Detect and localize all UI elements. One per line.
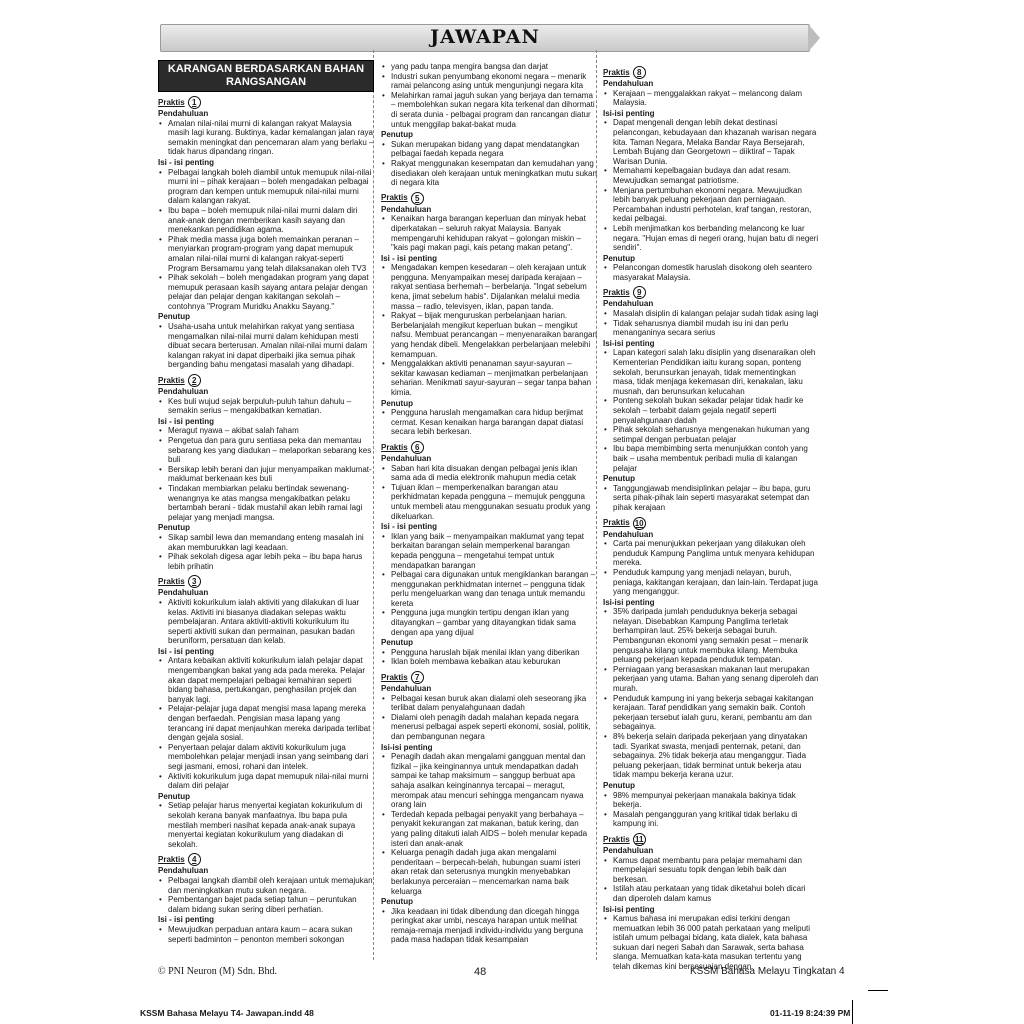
bullet-point: • Terdedah kepada pelbagai penyakit yang berbahaya – penyakit kekurangan zat makanan, batuk kering, dan yang paling ditakuti ialah AIDS – boleh menular kepada isteri dan anak-anak	[381, 810, 597, 848]
section-heading: Penutup	[381, 897, 413, 907]
section-heading: Penutup	[158, 312, 190, 322]
section-heading: Isi - isi penting	[158, 416, 215, 426]
bullet-point: • Sukan merupakan bidang yang dapat mendatangkan pelbagai faedah kepada negara	[381, 140, 597, 159]
praktis-block	[381, 441, 597, 667]
footer-page-number: 48	[474, 966, 487, 978]
bullet-point: • Pelbagai cara digunakan untuk mengiklankan barangan – menggunakan perkhidmatan internet – pengguna tidak perlu mengeluarkan wang dan tenaga untuk memandu kereta	[381, 570, 597, 608]
praktis-label: Praktis	[158, 375, 185, 385]
section-heading: Isi-isi penting	[381, 742, 433, 752]
bullet-point: • Saban hari kita disuakan dengan pelbagai jenis iklan sama ada di media elektronik mahupun media cetak	[381, 464, 597, 483]
bullet-point: • Memahami kepelbagaian budaya dan adat resam. Mewujudkan semangat patriotisme.	[603, 166, 819, 185]
bullet-point: • 8% bekerja selain daripada pekerjaan yang dinyatakan tadi. Syarikat swasta, menjadi penternak, petani, dan sebagainya. 2% tidak bekerja atau menganggur. Tiada peluang pekerjaan, tidak berminat untuk bekerja atau tidak mampu bekerja kerana uzur.	[603, 732, 819, 780]
praktis-number: 8	[633, 66, 646, 79]
bullet-point: • Ibu bapa – boleh memupuk nilai-nilai murni dalam diri anak-anak dengan memberikan kasih sayang dan menekankan pendidikan agama.	[158, 206, 374, 235]
section-heading: Pendahuluan	[603, 529, 654, 539]
praktis-label: Praktis	[158, 97, 185, 107]
bullet-point: • Iklan yang baik – menyampaikan maklumat yang tepat berkaitan barangan selain memperkenal barangan kepada pengguna – mengetahui tempat untuk mendapatkan barangan	[381, 532, 597, 570]
answer-section	[158, 417, 374, 523]
praktis-label: Praktis	[381, 442, 408, 452]
bullet-point: • Tujuan iklan – memperkenalkan barangan atau perkhidmatan kepada pengguna – memujuk pengguna untuk membeli atau menggunakan sesuatu produk yang dikeluarkan.	[381, 483, 597, 521]
bullet-point: • Pengguna juga mungkin tertipu dengan iklan yang ditayangkan – gambar yang ditayangkan tidak sama dengan apa yang dijual	[381, 608, 597, 637]
praktis-label: Praktis	[158, 855, 185, 865]
praktis-block	[603, 286, 819, 512]
praktis-heading	[158, 96, 374, 109]
bullet-point: • Kerajaan – menggalakkan rakyat – melancong dalam Malaysia.	[603, 89, 819, 108]
section-heading: Isi - isi penting	[158, 646, 215, 656]
answer-column-3	[603, 62, 819, 973]
section-heading: Penutup	[158, 523, 190, 533]
footer-book-title: KSSM Bahasa Melayu Tingkatan 4	[690, 966, 845, 977]
section-heading: Isi-isi penting	[603, 597, 655, 607]
answer-section	[603, 474, 819, 512]
section-heading: Penutup	[603, 474, 635, 484]
praktis-label: Praktis	[603, 288, 630, 298]
praktis-number: 1	[188, 96, 201, 109]
praktis-label: Praktis	[603, 67, 630, 77]
answer-section	[158, 109, 374, 157]
answer-column-1	[158, 60, 374, 945]
answer-section	[158, 915, 374, 944]
answer-section	[158, 647, 374, 791]
bullet-point: • Antara kebaikan aktiviti kokurikulum ialah pelajar dapat mengembangkan bakat yang ada pada mereka. Pelajar akan dapat mempelajari pelbagai kemahiran seperti bidang bahasa, pertukangan, penghasilan projek dan banyak lagi.	[158, 656, 374, 704]
praktis-number: 4	[188, 853, 201, 866]
section-heading: Pendahuluan	[158, 588, 209, 598]
bullet-point: • Pihak sekolah seharusnya mengenakan hukuman yang setimpal dengan perbuatan pelajar	[603, 425, 819, 444]
bullet-point: • Perniagaan yang berasaskan makanan laut merupakan pekerjaan yang utama. Bahan yang senang diperoleh dan murah.	[603, 665, 819, 694]
praktis-block	[381, 62, 597, 188]
answer-section	[381, 62, 597, 129]
bullet-point: • Pengguna haruslah mengamalkan cara hidup berjimat cermat. Kesan kenaikan harga barangan dapat diatasi secara lebih berkesan.	[381, 408, 597, 437]
answer-section	[381, 130, 597, 188]
answer-section	[603, 254, 819, 283]
praktis-heading	[603, 286, 819, 299]
bullet-point: • Ibu bapa membimbing serta menunjukkan contoh yang baik – usaha membentuk peribadi mulia di kalangan pelajar	[603, 444, 819, 473]
footer-publisher: © PNI Neuron (M) Sdn. Bhd.	[158, 966, 277, 977]
praktis-label: Praktis	[158, 577, 185, 587]
section-heading: Pendahuluan	[603, 79, 654, 88]
answer-section	[603, 905, 819, 972]
praktis-number: 2	[188, 374, 201, 387]
praktis-block	[603, 833, 819, 972]
crop-mark	[868, 990, 888, 991]
praktis-number: 7	[411, 671, 424, 684]
section-heading: Pendahuluan	[603, 845, 654, 855]
praktis-heading	[603, 833, 819, 846]
answer-section	[381, 522, 597, 637]
bullet-point: • Aktiviti kokurikulum ialah aktiviti yang dilakukan di luar kelas. Aktiviti ini biasanya diadakan selepas waktu pembelajaran. Antara aktiviti-aktiviti kokurikulum itu seperti aktiviti sukan dan permainan, pasukan badan beruniform, persatuan dan kelab.	[158, 598, 374, 646]
praktis-block	[603, 66, 819, 282]
answer-column-2	[381, 62, 597, 946]
bullet-point: • Iklan boleh membawa kebaikan atau keburukan	[381, 657, 597, 667]
answer-section	[603, 530, 819, 597]
answer-section	[381, 638, 597, 667]
praktis-block	[158, 96, 374, 370]
bullet-point: • Setiap pelajar harus menyertai kegiatan kokurikulum di sekolah kerana banyak manfaatnya. Ibu bapa pula mestilah memberi nasihat kepada anak-anak supaya menyertai kegiatan kokurikulum yang diadakan di sekolah.	[158, 801, 374, 849]
bullet-point: • Kes buli wujud sejak berpuluh-puluh tahun dahulu – semakin serius – mengakibatkan kematian.	[158, 397, 374, 416]
section-heading: Penutup	[381, 638, 413, 648]
bullet-point: • Menjana pertumbuhan ekonomi negara. Mewujudkan lebih banyak peluang pekerjaan dan perniagaan. Percambahan industri perhotelan, kraf tangan, restoran, kedai pelbagai.	[603, 186, 819, 224]
praktis-label: Praktis	[381, 672, 408, 682]
section-heading: Isi-isi penting	[603, 108, 655, 118]
section-heading: Penutup	[603, 780, 635, 790]
answer-section	[381, 897, 597, 945]
bullet-point: • Penyertaan pelajar dalam aktiviti kokurikulum juga membolehkan pelajar menjadi insan yang seimbang dari segi jasmani, emosi, rohani dan intelek.	[158, 743, 374, 772]
praktis-number: 6	[411, 441, 424, 454]
section-heading: Pendahuluan	[381, 204, 432, 214]
section-heading: Pendahuluan	[158, 866, 209, 876]
bullet-point: • Pengguna haruslah bijak menilai iklan yang diberikan	[381, 648, 597, 658]
answer-section	[158, 312, 374, 370]
answer-section	[158, 523, 374, 571]
bullet-point: • Lebih menjimatkan kos berbanding melancong ke luar negara. "Hujan emas di negeri orang, hujan batu di negeri sendiri".	[603, 224, 819, 253]
praktis-number: 11	[633, 833, 646, 846]
section-heading: Isi-isi penting	[603, 338, 655, 348]
bullet-point: • yang padu tanpa mengira bangsa dan darjat	[381, 62, 597, 72]
section-heading: Penutup	[381, 398, 413, 408]
answer-section	[603, 299, 819, 337]
section-heading: Penutup	[603, 253, 635, 263]
bullet-point: • Pengetua dan para guru sentiasa peka dan memantau sebarang kes yang diadukan – melaporkan sebarang kes buli	[158, 436, 374, 465]
bullet-point: • Kamus bahasa ini merupakan edisi terkini dengan memuatkan lebih 36 000 patah perkataan yang meliputi istilah umum pelbagai bidang, kata dialek, kata bahasa sukuan dari negeri Sabah dan Sarawak, serta bahasa slanga. Memuatkan kata-kata masukan tertentu yang telah dikemas kini bersesuaian dengan	[603, 914, 819, 972]
section-heading: Pendahuluan	[603, 299, 654, 309]
praktis-heading	[381, 671, 597, 684]
praktis-number: 3	[188, 575, 201, 588]
praktis-heading	[158, 374, 374, 387]
section-heading: Isi - isi penting	[158, 915, 215, 925]
praktis-block	[158, 853, 374, 944]
bullet-point: • Penagih dadah akan mengalami gangguan mental dan fizikal – jika keinginannya untuk mendapatkan dadah sampai ke tahap maksimum – sanggup berbuat apa sahaja asalkan keinginannya tercapai – meragut, merompak atau mencuri sehingga mengancam nyawa orang lain	[381, 752, 597, 810]
bullet-point: • Industri sukan penyumbang ekonomi negara – menarik ramai pelancong asing untuk mengunjungi negara kita	[381, 72, 597, 91]
praktis-block	[158, 374, 374, 571]
answer-section	[381, 743, 597, 897]
bullet-point: • Penduduk kampung yang menjadi nelayan, buruh, peniaga, kakitangan kerajaan, dan lain-lain. Terdapat juga yang menganggur.	[603, 568, 819, 597]
header-banner-arrow	[808, 24, 820, 52]
answer-section	[603, 846, 819, 904]
bullet-point: • Mewujudkan perpaduan antara kaum – acara sukan seperti badminton – penonton memberi sokongan	[158, 925, 374, 944]
bullet-point: • Pihak media massa juga boleh memainkan peranan – menyiarkan program-program yang dapat memupuk amalan nilai-nilai murni di kalangan rakyat-seperti Program Bersamamu yang telah dilaksanakan oleh TV3	[158, 235, 374, 273]
bullet-point: • Ponteng sekolah bukan sekadar pelajar tidak hadir ke sekolah – terbabit dalam gejala negatif seperti penyalahgunaan dadah	[603, 396, 819, 425]
praktis-number: 5	[411, 192, 424, 205]
bullet-point: • Meragut nyawa – akibat salah faham	[158, 426, 374, 436]
answer-section	[381, 684, 597, 742]
praktis-heading	[158, 575, 374, 588]
bullet-point: • Melahirkan ramai jaguh sukan yang berjaya dan ternama – membolehkan sukan negara kita terkenal dan dihormati di serata dunia - pelbagai program dan rancangan diatur untuk menggilap bakat-bakat muda	[381, 91, 597, 129]
bullet-point: • Kenaikan harga barangan keperluan dan minyak hebat diperkatakan – seluruh rakyat Malaysia. Banyak mempengaruhi kehidupan rakyat – golongan miskin – "kais pagi makan pagi, kais petang makan petang".	[381, 214, 597, 252]
answer-section	[603, 79, 819, 108]
section-heading: Isi - isi penting	[381, 253, 438, 263]
answer-section	[158, 792, 374, 850]
section-title: KARANGAN BERDASARKAN BAHAN RANGSANGAN	[158, 60, 374, 92]
praktis-label: Praktis	[603, 518, 630, 528]
bullet-point: • Pembentangan bajet pada setiap tahun – peruntukan dalam bidang sukan sering diberi perhatian.	[158, 895, 374, 914]
bullet-point: • Sikap sambil lewa dan memandang enteng masalah ini akan memburukkan lagi keadaan.	[158, 533, 374, 552]
answer-section	[603, 598, 819, 780]
print-timestamp: 01-11-19 8:24:39 PM	[770, 1008, 851, 1018]
bullet-point: • Penduduk kampung ini yang bekerja sebagai kakitangan kerajaan. Taraf pendidikan yang semakin baik. Contoh pekerjaan tersebut ialah guru, kerani, pembantu am dan sebagainya.	[603, 694, 819, 732]
bullet-point: • Mengadakan kempen kesedaran – oleh kerajaan untuk pengguna. Menyampaikan mesej daripada kerajaan – rakyat sentiasa berhemah – berbelanja. "Ingat sebelum kena, jimat sebelum habis". Dijalankan melalui media massa – radio, televisyen, iklan, papan tanda.	[381, 263, 597, 311]
answer-section	[381, 254, 597, 398]
bullet-point: • Pelajar-pelajar juga dapat mengisi masa lapang mereka dengan berfaedah. Pengisian masa lapang yang terancang ini dapat menjauhkan mereka daripada terlibat dengan gejala sosial.	[158, 704, 374, 742]
praktis-block	[381, 671, 597, 945]
section-heading: Pendahuluan	[381, 453, 432, 463]
section-heading: Penutup	[158, 791, 190, 801]
answer-section	[158, 387, 374, 416]
print-file-name: KSSM Bahasa Melayu T4- Jawapan.indd 48	[140, 1008, 314, 1018]
section-heading: Penutup	[381, 130, 413, 140]
bullet-point: • Usaha-usaha untuk melahirkan rakyat yang sentiasa mengamalkan nilai-nilai murni dalam kehidupan mesti dibuat secara berterusan. Amalan nilai-nilai murni dalam kalangan rakyat ini dapat diperbaiki jika semua pihak berganding bahu mengatasi masalah yang dihadapi.	[158, 322, 374, 370]
bullet-point: • Bersikap lebih berani dan jujur menyampaikan maklumat-maklumat berkenaan kes buli	[158, 465, 374, 484]
bullet-point: • Keluarga penagih dadah juga akan mengalami penderitaan – berpecah-belah, hubungan suami isteri akan retak dan seterusnya mungkin menyebabkan berlakunya perceraian – mencemarkan nama baik keluarga	[381, 848, 597, 896]
bullet-point: • Tindakan membiarkan pelaku bertindak sewenang-wenangnya ke atas mangsa mengakibatkan pelaku bertambah berani - tidak mustahil akan lebih ramai lagi pelajar yang menjadi mangsa.	[158, 484, 374, 522]
bullet-point: • Amalan nilai-nilai murni di kalangan rakyat Malaysia masih lagi kurang. Buktinya, kadar kemalangan jalan raya semakin meningkat dan pencemaran alam yang berlaku – tidak harus dipandang ringan.	[158, 119, 374, 157]
section-heading: Isi-isi penting	[603, 904, 655, 914]
bullet-point: • Pelbagai langkah boleh diambil untuk memupuk nilai-nilai murni ini – pihak kerajaan – boleh mengadakan pelbagai program dan kempen untuk memupuk nilai-nilai murni dalam kalangan rakyat.	[158, 168, 374, 206]
section-heading: Pendahuluan	[381, 684, 432, 694]
praktis-block	[603, 517, 819, 829]
bullet-point: • Tidak seharusnya diambil mudah isu ini dan perlu menanganinya secara serius	[603, 319, 819, 338]
answer-section	[158, 158, 374, 312]
bullet-point: • Pelbagai kesan buruk akan dialami oleh seseorang jika terlibat dalam penyalahgunaan dadah	[381, 694, 597, 713]
section-heading: Isi - isi penting	[381, 522, 438, 532]
section-heading: Isi - isi penting	[158, 157, 215, 167]
bullet-point: • Dapat mengenali dengan lebih dekat destinasi pelancongan, kebudayaan dan khazanah warisan negara kita. Taman Negara, Melaka Bandar Raya Bersejarah, Lembah Bujang dan Georgetown – diiktiraf – Tapak Warisan Dunia.	[603, 118, 819, 166]
bullet-point: • Masalah disiplin di kalangan pelajar sudah tidak asing lagi	[603, 309, 819, 319]
answer-section	[603, 781, 819, 829]
crop-mark	[852, 1000, 853, 1024]
answer-section	[381, 454, 597, 521]
bullet-point: • Rakyat menggunakan kesempatan dan kemudahan yang disediakan oleh kerajaan untuk meningkatkan mutu sukan di negara kita	[381, 159, 597, 188]
praktis-label: Praktis	[603, 834, 630, 844]
bullet-point: • Pihak sekolah digesa agar lebih peka – ibu bapa harus lebih prihatin	[158, 552, 374, 571]
praktis-heading	[603, 517, 819, 530]
bullet-point: • 35% daripada jumlah penduduknya bekerja sebagai nelayan. Disebabkan Kampung Panglima terletak berhampiran laut. 25% bekerja sebagai buruh. Pembangunan ekonomi yang semakin pesat – menarik pengusaha kilang untuk membuka kilang. Membuka peluang pekerjaan kepada penduduk tempatan.	[603, 607, 819, 665]
praktis-label: Praktis	[381, 193, 408, 203]
bullet-point: • Rakyat – bijak menguruskan perbelanjaan harian. Berbelanjalah mengikut keperluan bukan – mengikut nafsu. Membuat perancangan – menyenaraikan barangan yang hendak dibeli. Mengelakkan perbelanjaan melebihi kemampuan.	[381, 311, 597, 359]
praktis-heading	[603, 66, 819, 79]
bullet-point: • Jika keadaan ini tidak dibendung dan dicegah hingga peringkat akar umbi, nescaya harapan untuk melihat remaja-remaja menjadi individu-individu yang berguna pada masa hadapan tidak kesampaian	[381, 907, 597, 945]
answer-section	[381, 399, 597, 437]
praktis-number: 10	[633, 517, 646, 530]
bullet-point: • 98% mempunyai pekerjaan manakala bakinya tidak bekerja.	[603, 791, 819, 810]
praktis-number: 9	[633, 286, 646, 299]
bullet-point: • Lapan kategori salah laku disiplin yang disenaraikan oleh Kementerian Pendidikan iaitu kurang sopan, ponteng sekolah, berunsurkan jenayah, tidak mementingkan masa, tidak menjaga kekemasan diri, kenakalan, laku musnah, dan berunsurkan kelucahan	[603, 348, 819, 396]
bullet-point: • Masalah pengangguran yang kritikal tidak berlaku di kampung ini.	[603, 810, 819, 829]
section-heading: Pendahuluan	[158, 109, 209, 118]
bullet-point: • Tanggungjawab mendisiplinkan pelajar – ibu bapa, guru serta pihak-pihak lain seperti masyarakat setempat dan pihak kerajaan	[603, 484, 819, 513]
bullet-point: • Kamus dapat membantu para pelajar memahami dan mempelajari sesuatu topik dengan lebih baik dan berkesan.	[603, 856, 819, 885]
praktis-block	[381, 192, 597, 437]
answer-section	[381, 205, 597, 253]
bullet-point: • Istilah atau perkataan yang tidak diketahui boleh dicari dan diperoleh dalam kamus	[603, 884, 819, 903]
bullet-point: • Menggalakkan aktiviti penanaman sayur-sayuran – sekitar kawasan kediaman – menjimatkan perbelanjaan seharian. Menikmati sayur-sayuran – segar tanpa bahan kimia.	[381, 359, 597, 397]
bullet-point: • Carta pai menunjukkan pekerjaan yang dilakukan oleh penduduk Kampung Panglima untuk menyara kehidupan mereka.	[603, 539, 819, 568]
section-heading: Pendahuluan	[158, 387, 209, 397]
answer-section	[603, 339, 819, 473]
praktis-heading	[158, 853, 374, 866]
page-title: JAWAPAN	[430, 26, 540, 48]
answer-section	[158, 588, 374, 646]
bullet-point: • Pelancongan domestik haruslah disokong oleh seantero masyarakat Malaysia.	[603, 263, 819, 282]
praktis-heading	[381, 192, 597, 205]
bullet-point: • Pelbagai langkah diambil oleh kerajaan untuk memajukan dan meningkatkan mutu sukan negara.	[158, 876, 374, 895]
praktis-block	[158, 575, 374, 849]
bullet-point: • Aktiviti kokurikulum juga dapat memupuk nilai-nilai murni dalam diri pelajar	[158, 772, 374, 791]
bullet-point: • Dialami oleh penagih dadah malahan kepada negara menerusi pelbagai aspek seperti ekonomi, sosial, politik, dan pembangunan negara	[381, 713, 597, 742]
praktis-heading	[381, 441, 597, 454]
answer-section	[158, 866, 374, 914]
answer-section	[603, 109, 819, 253]
bullet-point: • Pihak sekolah – boleh mengadakan program yang dapat memupuk perasaan kasih sayang antara pelajar dengan pelajar dan pelajar dengan kakitangan sekolah – contohnya "Program Muridku Anakku Sayang."	[158, 273, 374, 311]
